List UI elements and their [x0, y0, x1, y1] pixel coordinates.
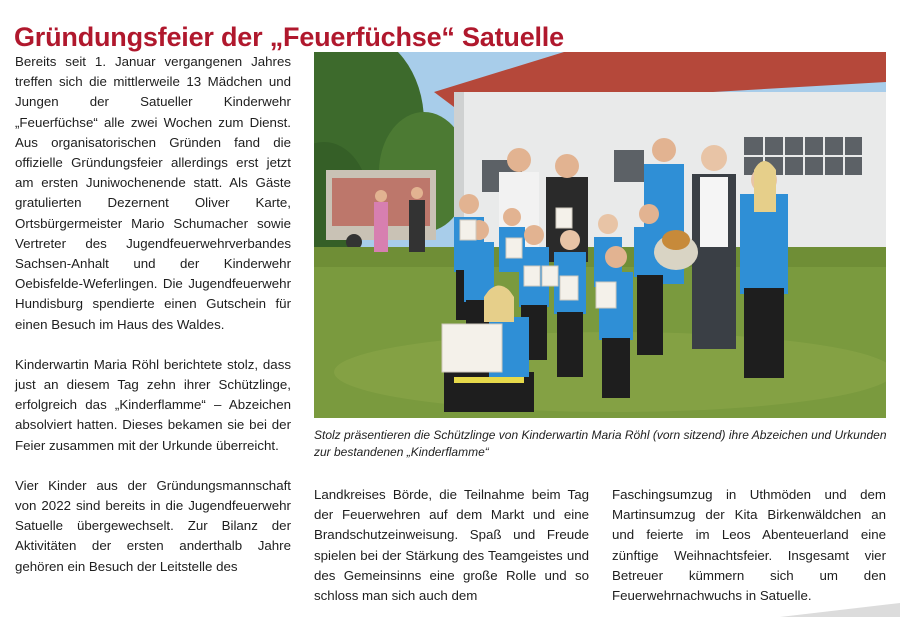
group-photo-illustration — [314, 52, 886, 418]
text-column-2 — [314, 485, 589, 606]
paragraph: Landkreises Börde, die Teilnahme beim Tag der Feuerwehren auf dem Markt und eine Brandschutzeinweisung. Spaß und Freude spielen bei der Stärkung des Teamgeistes und des Gemeinsinns eine große Rolle und so schloss man sich auch dem — [314, 487, 589, 604]
group-photo — [314, 52, 886, 418]
page-corner-decoration — [760, 603, 900, 617]
photo-caption: Stolz präsentieren die Schützlinge von Kinderwartin Maria Röhl (vorn sitzend) ihre Abzeichen und Urkunden zur bestandenen „Kinderflamme“ — [314, 428, 887, 459]
article-headline: Gründungsfeier der „Feuerfüchse“ Satuelle — [14, 22, 564, 53]
paragraph: Vier Kinder aus der Gründungsmannschaft von 2022 sind bereits in die Jugendfeuerwehr Satuelle übergewechselt. Zur Bilanz der Aktivitäten der ersten anderthalb Jahre gehören ein Besuch der Leitstelle des — [15, 477, 291, 574]
paragraph: Faschingsumzug in Uthmöden und dem Martinsumzug der Kita Birkenwäldchen an und feierte im Leos Abenteuerland eine zünftige Weihnachtsfeier. Insgesamt vier Betreuer kümmern sich um den Feuerwehrnachwuchs in Satuelle. — [612, 487, 886, 604]
paragraph: Bereits seit 1. Januar vergangenen Jahres treffen sich die mittlerweile 13 Mädchen und Jungen der Satueller Kinderwehr „Feuerfüchse“ alle zwei Wochen zum Dienst. Aus organisatorischen Gründen fand die offizielle Gründungsfeier allerdings erst jetzt am ersten Juniwochenende statt. Als Gäste gratulierten Dezernent Oliver Karte, Ortsbürgermeister Mario Schumacher sowie Vertreter des Jugendfeuerwehrverbandes Sachsen-Anhalt und der Kinderwehr Oebisfelde-Weferlingen. Die Jugendfeuerwehr Hundisburg spendierte einen Gutschein für einen Besuch im Haus des Waldes. — [15, 54, 291, 332]
text-column-1 — [15, 52, 291, 577]
text-column-3 — [612, 485, 886, 606]
paragraph: Kinderwartin Maria Röhl berichtete stolz, dass just an diesem Tag zehn ihrer Schützlinge, erfolgreich das „Kinderflamme“ – Abzeichen absolviert hatten. Dieses bekamen sie bei der Feier zusammen mit der Urkunde überreicht. — [15, 356, 291, 453]
